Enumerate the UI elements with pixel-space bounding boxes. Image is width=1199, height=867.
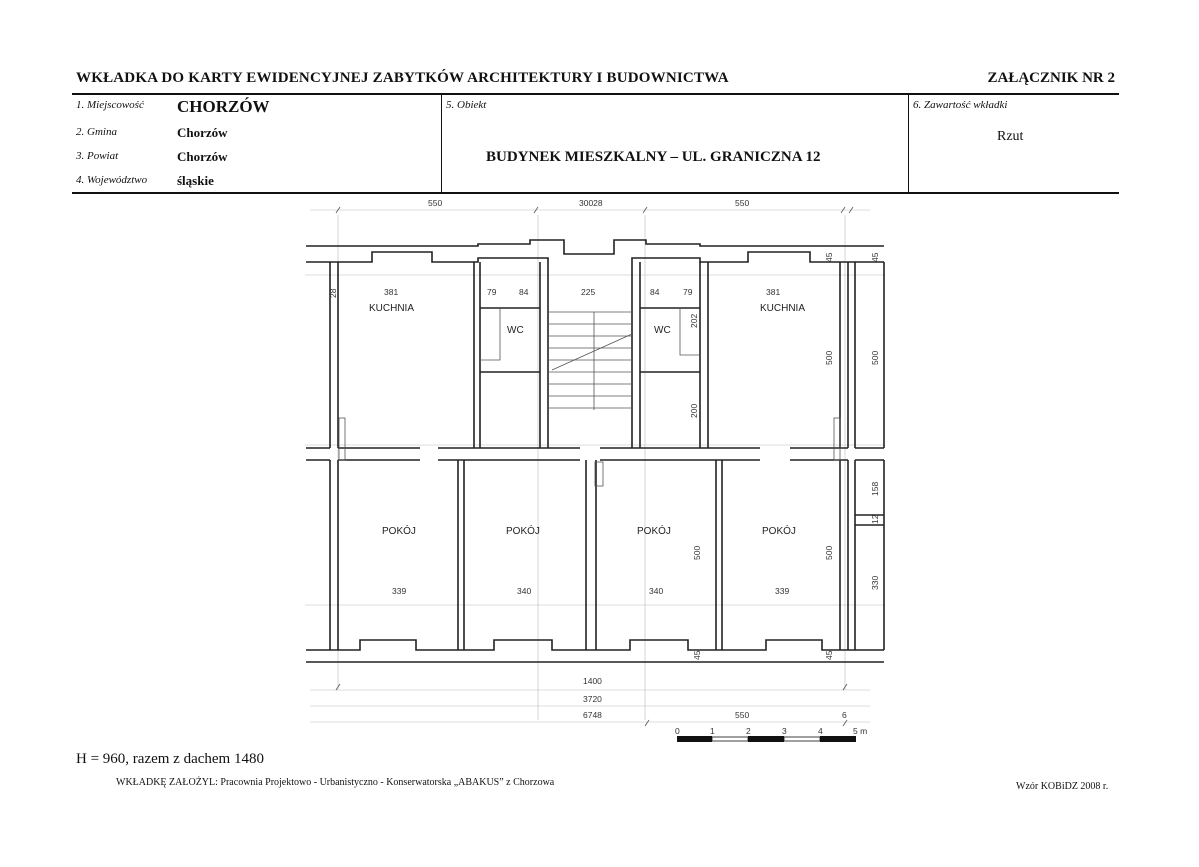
staircase (548, 312, 632, 410)
room-1-label: POKÓJ (382, 526, 416, 537)
card-title: WKŁADKA DO KARTY EWIDENCYJNEJ ZABYTKÓW ARCHITEKTURY I BUDOWNICTWA (76, 70, 729, 86)
dim-height-330: 330 (870, 575, 880, 590)
dim-wc-right-1: 84 (650, 287, 660, 297)
dim-wc-left-1: 79 (487, 287, 497, 297)
dim-height-45-c: 45 (692, 650, 702, 660)
field-wojewodztwo-value: śląskie (177, 173, 214, 188)
dimension-ticks (336, 207, 853, 726)
field-wojewodztwo-label: 4. Województwo (76, 174, 148, 186)
dim-kitchen-left-width: 381 (384, 287, 399, 297)
dim-room-2-width: 340 (517, 586, 532, 596)
dim-height-500-d: 500 (824, 545, 834, 560)
room-3-label: POKÓJ (637, 526, 671, 537)
field-zawartosc-label: 6. Zawartość wkładki (913, 99, 1008, 111)
room-wc-right-label: WC (654, 325, 671, 336)
field-miejscowosc-label: 1. Miejscowość (76, 99, 144, 111)
dim-bottom-550: 550 (735, 710, 750, 720)
scale-tick-4: 4 (818, 726, 823, 736)
dim-height-202: 202 (689, 313, 699, 328)
dim-kitchen-right-width: 381 (766, 287, 781, 297)
field-obiekt-label: 5. Obiekt (446, 99, 487, 111)
dim-top-right: 550 (735, 198, 750, 208)
field-obiekt-value: BUDYNEK MIESZKALNY – UL. GRANICZNA 12 (486, 149, 821, 165)
dim-bottom-1400: 1400 (583, 676, 602, 686)
dim-room-3-width: 340 (649, 586, 664, 596)
field-powiat-label: 3. Powiat (76, 150, 119, 162)
dim-height-500-a: 500 (824, 350, 834, 365)
radiators (339, 418, 840, 486)
annex-number: ZAŁĄCZNIK NR 2 (987, 70, 1115, 86)
room-kitchen-left-label: KUCHNIA (369, 303, 415, 314)
dim-room-1-width: 339 (392, 586, 407, 596)
dim-bottom-6: 6 (842, 710, 847, 720)
scale-tick-0: 0 (675, 726, 680, 736)
field-powiat-value: Chorzów (177, 149, 228, 164)
dim-height-500-c: 500 (692, 545, 702, 560)
room-kitchen-right-label: KUCHNIA (760, 303, 806, 314)
dim-top-left: 550 (428, 198, 443, 208)
dim-height-12: 12 (870, 514, 880, 524)
dim-height-45-a: 45 (824, 252, 834, 262)
field-gmina-value: Chorzów (177, 125, 228, 140)
author-note: WKŁADKĘ ZAŁOŻYL: Pracownia Projektowo - Urbanistyczno - Konserwatorska „ABAKUS” z Chorzowa (116, 777, 555, 788)
dim-height-45-d: 45 (824, 650, 834, 660)
dim-wc-left-2: 84 (519, 287, 529, 297)
dim-bottom-3720: 3720 (583, 694, 602, 704)
dim-height-45-b: 45 (870, 252, 880, 262)
dim-stair-width: 225 (581, 287, 596, 297)
field-zawartosc-value: Rzut (997, 129, 1024, 144)
field-gmina-label: 2. Gmina (76, 126, 117, 138)
scale-bar (677, 736, 856, 742)
scale-tick-3: 3 (782, 726, 787, 736)
room-2-label: POKÓJ (506, 526, 540, 537)
height-note: H = 960, razem z dachem 1480 (76, 751, 264, 767)
scale-tick-2: 2 (746, 726, 751, 736)
field-miejscowosc-value: CHORZÓW (177, 97, 270, 116)
dim-height-500-b: 500 (870, 350, 880, 365)
room-wc-left-label: WC (507, 325, 524, 336)
dim-room-4-width: 339 (775, 586, 790, 596)
dim-bottom-6748: 6748 (583, 710, 602, 720)
room-4-label: POKÓJ (762, 526, 796, 537)
dim-wall-28: 28 (328, 288, 338, 298)
scale-tick-1: 1 (710, 726, 715, 736)
dim-height-200: 200 (689, 403, 699, 418)
dim-wc-right-2: 79 (683, 287, 693, 297)
dim-top-mid: 30028 (579, 198, 603, 208)
template-note: Wzór KOBiDZ 2008 r. (1016, 781, 1109, 792)
dim-height-158: 158 (870, 481, 880, 496)
scale-tick-5: 5 m (853, 726, 868, 736)
